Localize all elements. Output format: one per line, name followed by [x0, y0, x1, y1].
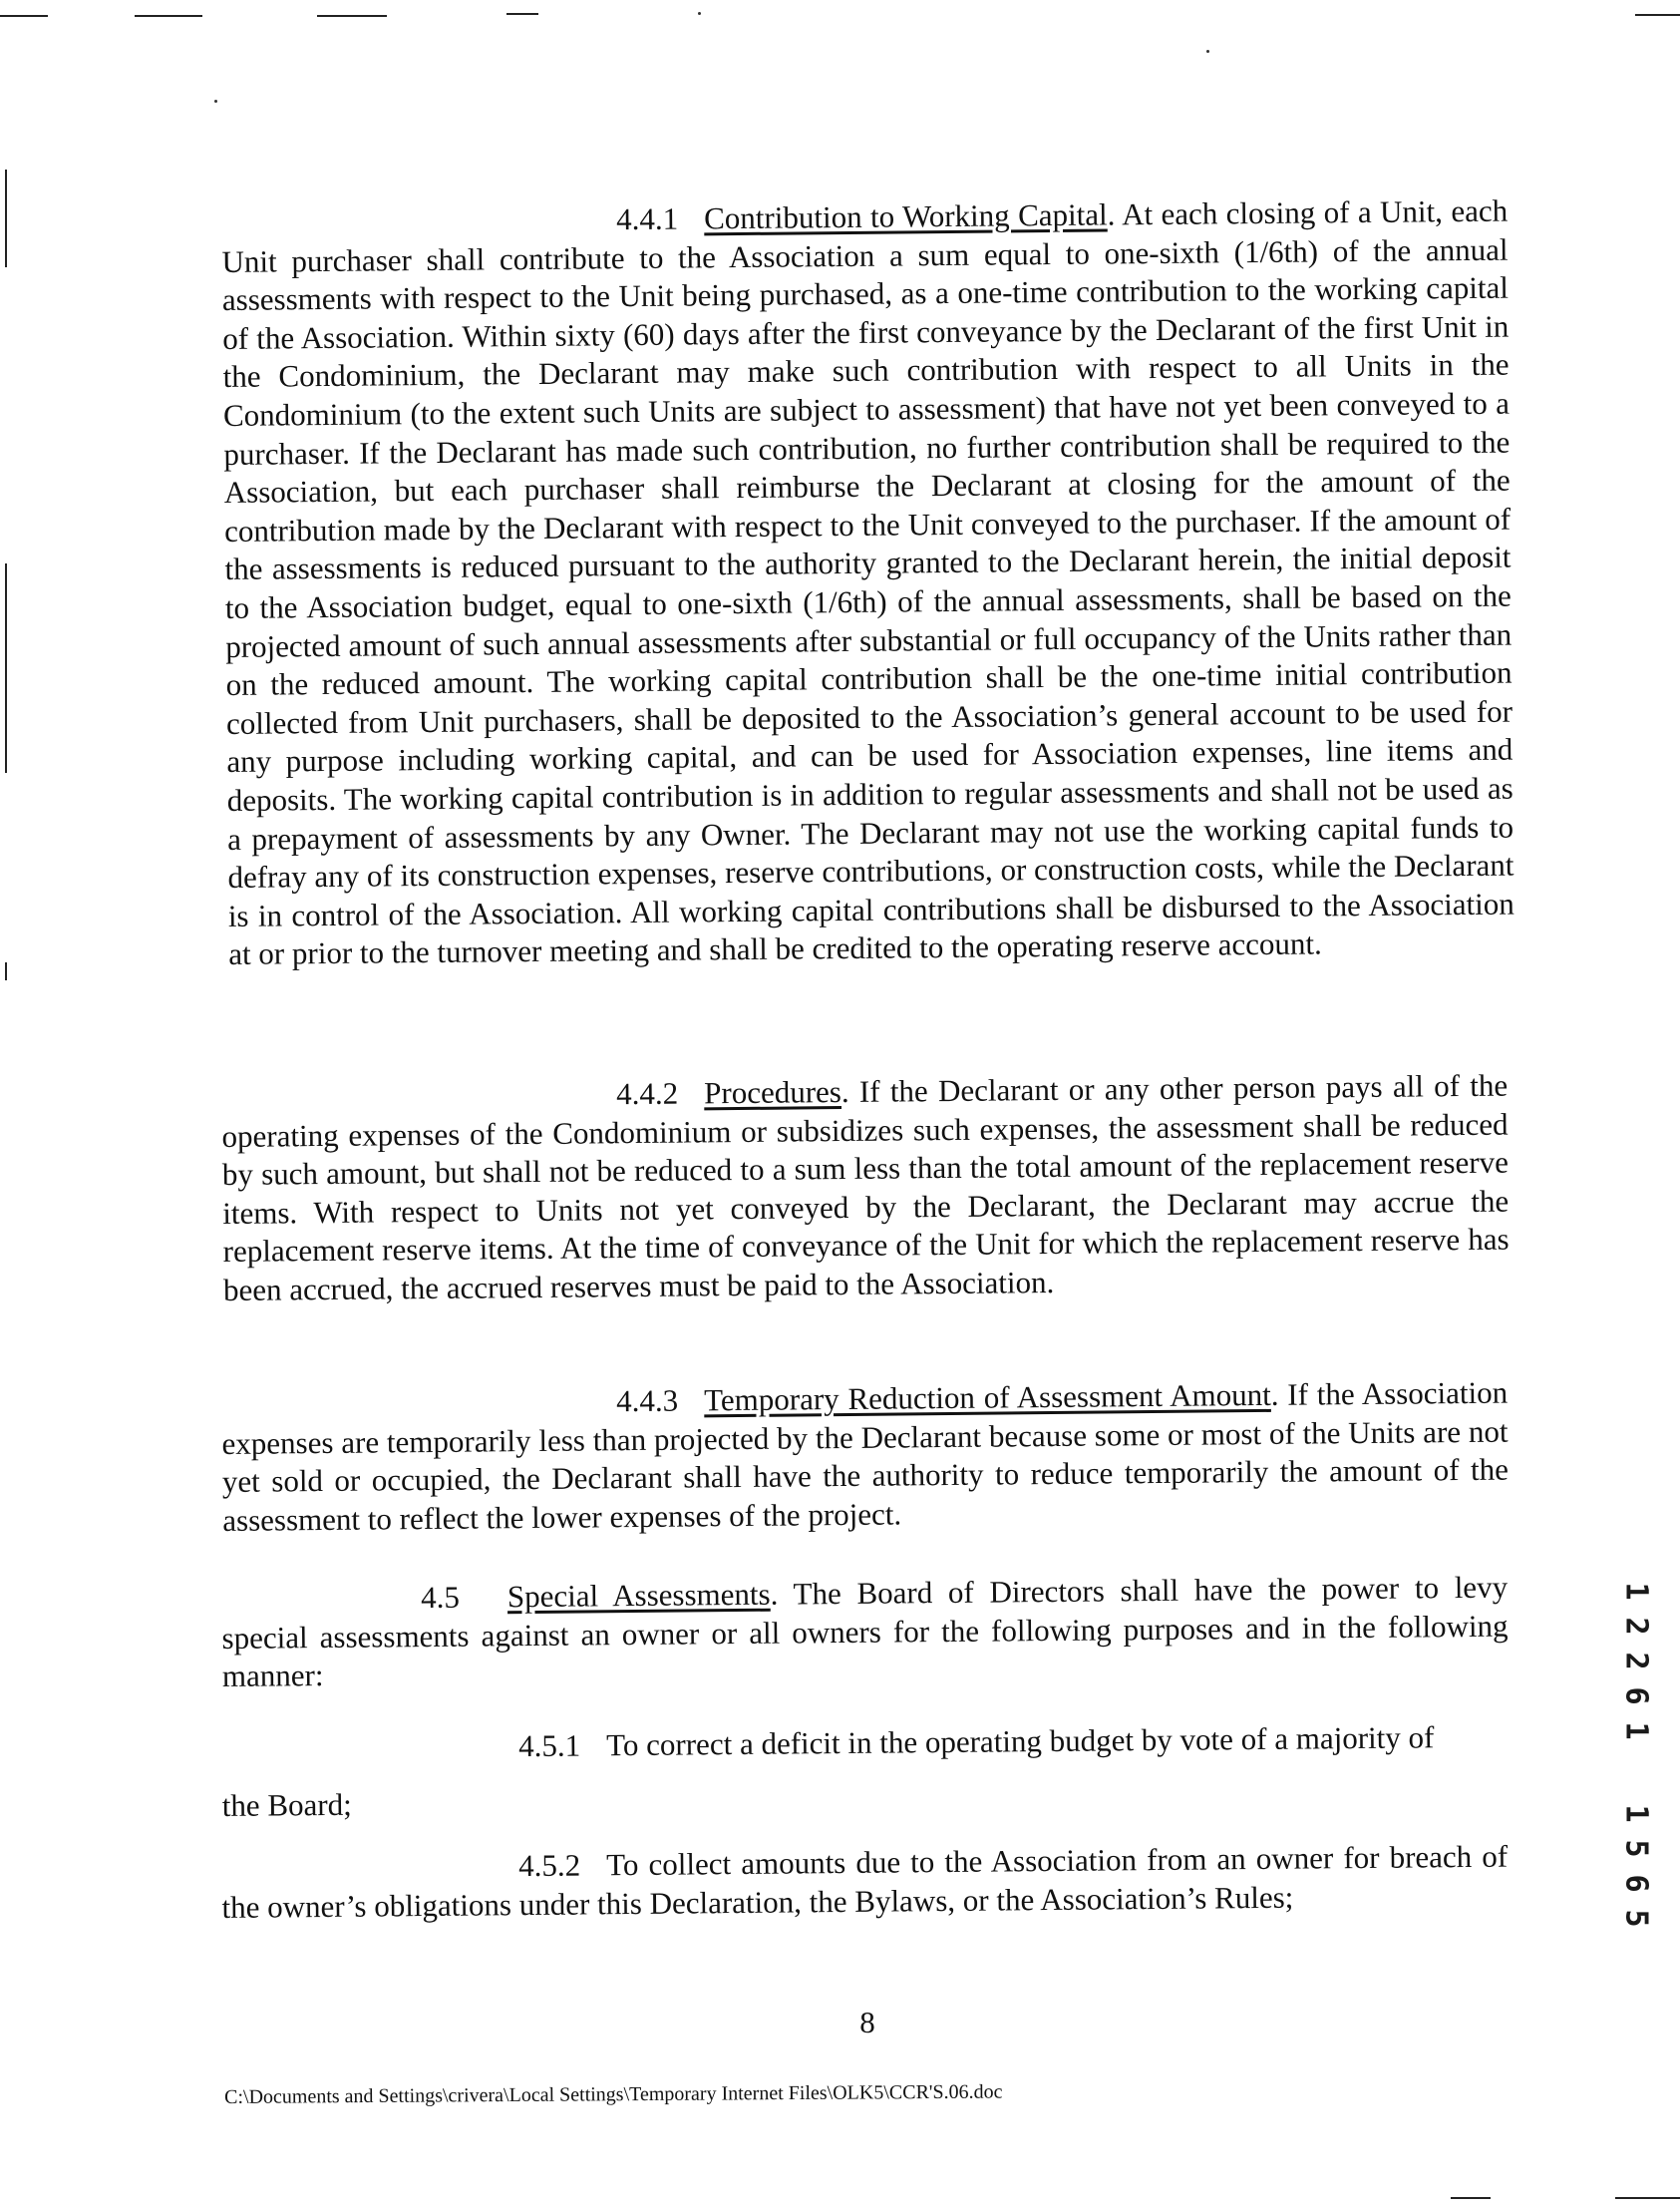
- stamp-digit: 1: [1618, 1804, 1654, 1823]
- section-number: 4.4.2: [615, 1075, 679, 1112]
- footer-file-path: C:\Documents and Settings\crivera\Local Settings\Temporary Internet Files\OLK5\CCR'S.06.doc: [224, 2080, 1003, 2108]
- recording-stamp: [1618, 1574, 1654, 1936]
- stamp-digit: 5: [1618, 1909, 1654, 1928]
- section-body-text: special assessments against an owner or all owners for the following purposes and in the following manner:: [221, 1608, 1509, 1694]
- scan-mark: [317, 15, 387, 17]
- scan-dot: [1206, 50, 1209, 53]
- section-lead-text: To collect amounts due to the Association from an owner for: [605, 1839, 1380, 1883]
- scan-mark: [135, 15, 202, 17]
- section-title: Contribution to Working Capital: [703, 196, 1108, 236]
- section-body-text: Association expenses are temporarily less than projected by the Declarant because some or most of the Units are not yet sold or occupied, the Declarant shall have the authority to reduce temporarily the amount of the assessment to reflect the lower expenses of the project.: [221, 1374, 1510, 1538]
- section-body-text: the Board;: [221, 1786, 352, 1823]
- section-number: 4.4.3: [615, 1382, 679, 1419]
- stamp-digit: 5: [1618, 1839, 1654, 1858]
- section-lead-text: The Board of Directors shall have the power to levy: [778, 1569, 1509, 1612]
- scan-mark: [0, 15, 48, 17]
- section-body-text: the operating expenses of the Condominium or subsidizes such expenses, the assessment shall be reduced by such amount, but shall not be reduced to a sum less than the total amount of the replacement reserve items. With respect to Units not yet conveyed by the Declarant, the Declarant may accrue the replacement reserve items. At the time of conveyance of the Unit for which the replacement reserve has been accrued, the accrued reserves must be paid to the Association.: [221, 1067, 1510, 1307]
- section-number: 4.5: [421, 1579, 461, 1616]
- section-number: 4.5.2: [517, 1847, 581, 1884]
- scan-mark: [1451, 2197, 1491, 2199]
- section-title: Procedures: [703, 1074, 842, 1111]
- scan-dot: [214, 100, 217, 103]
- section-4-4-1: [221, 192, 1514, 974]
- section-title-suffix: .: [770, 1576, 779, 1612]
- section-number: 4.5.1: [517, 1727, 581, 1764]
- section-lead-text: If the: [1278, 1376, 1355, 1412]
- stamp-digit: 6: [1618, 1686, 1654, 1705]
- scan-mark: [1635, 14, 1680, 16]
- section-title: Temporary Reduction of Assessment Amount: [703, 1376, 1271, 1418]
- stamp-digit: 1: [1618, 1582, 1654, 1601]
- section-title: Special Assessments: [506, 1576, 771, 1615]
- section-lead-text: To correct a deficit in the operating budget by vote of a majority of: [605, 1719, 1435, 1763]
- scan-dot: [698, 12, 701, 15]
- page-number: 8: [859, 2005, 875, 2039]
- scan-mark: [5, 170, 7, 267]
- section-4-5-2: [221, 1838, 1509, 1928]
- section-4-4-2: [221, 1067, 1510, 1310]
- stamp-digit: 6: [1618, 1874, 1654, 1893]
- section-body-text: each Unit purchaser shall contribute to the Association a sum equal to one-sixth (1/6th) of the annual assessments with respect to the Unit being purchased, as a one-time contribution to the working capital of the Association. Within sixty (60) days after the first conveyance by the Declarant of the first Unit in the Condominium, the Declarant may make such contribution with respect to all Units in the Condominium (to the extent such Units are subject to assessment) that have not yet been conveyed to a purchaser. If the Declarant has made such contribution, no further contribution shall be required to the Association, but each purchaser shall reimburse the Declarant at closing for the amount of the contribution made by the Declarant with respect to the Unit conveyed to the purchaser. If the amount of the assessments is reduced pursuant to the authority granted to the Declarant herein, the initial deposit to the Association budget, equal to one-sixth (1/6th) of the annual assessments, shall be based on the projected amount of such annual assessments after substantial or full occupancy of the Units rather than on the reduced amount. The working capital contribution shall be the one-time initial contribution collected from Unit purchasers, shall be deposited to the Association’s general account to be used for any purpose including working capital, and can be used for Association expenses, line items and deposits. The working capital contribution is in addition to regular assessments and shall not be used as a prepayment of assessments by any Owner. The Declarant may not use the working capital funds to defray any of its construction expenses, reserve contributions, or construction costs, while the Declarant is in control of the Association. All working capital contributions shall be disbursed to the Association at or prior to the turnover meeting and shall be credited to the operating reserve account.: [221, 192, 1514, 972]
- stamp-digit: 2: [1618, 1617, 1654, 1636]
- scan-mark: [5, 962, 7, 980]
- section-number: 4.4.1: [615, 200, 679, 237]
- section-4-4-3: [221, 1374, 1509, 1541]
- scan-mark: [5, 563, 7, 773]
- section-title-suffix: .: [1107, 196, 1116, 232]
- section-4-5: [221, 1569, 1509, 1696]
- section-lead-text: If the Declarant or any other person pays all of: [848, 1068, 1461, 1109]
- scan-mark: [506, 13, 538, 15]
- section-body-text: breach of the owner’s obligations under this Declaration, the Bylaws, or the Association’s Rules;: [221, 1838, 1509, 1925]
- section-4-5-1: [221, 1718, 1509, 1826]
- section-title-suffix: .: [1270, 1376, 1279, 1412]
- stamp-digit: 2: [1618, 1652, 1654, 1670]
- stamp-digit: 1: [1618, 1721, 1654, 1740]
- section-title-suffix: .: [840, 1073, 849, 1110]
- scan-mark: [1615, 2197, 1680, 2199]
- section-lead-text: At each closing of a Unit,: [1115, 193, 1444, 232]
